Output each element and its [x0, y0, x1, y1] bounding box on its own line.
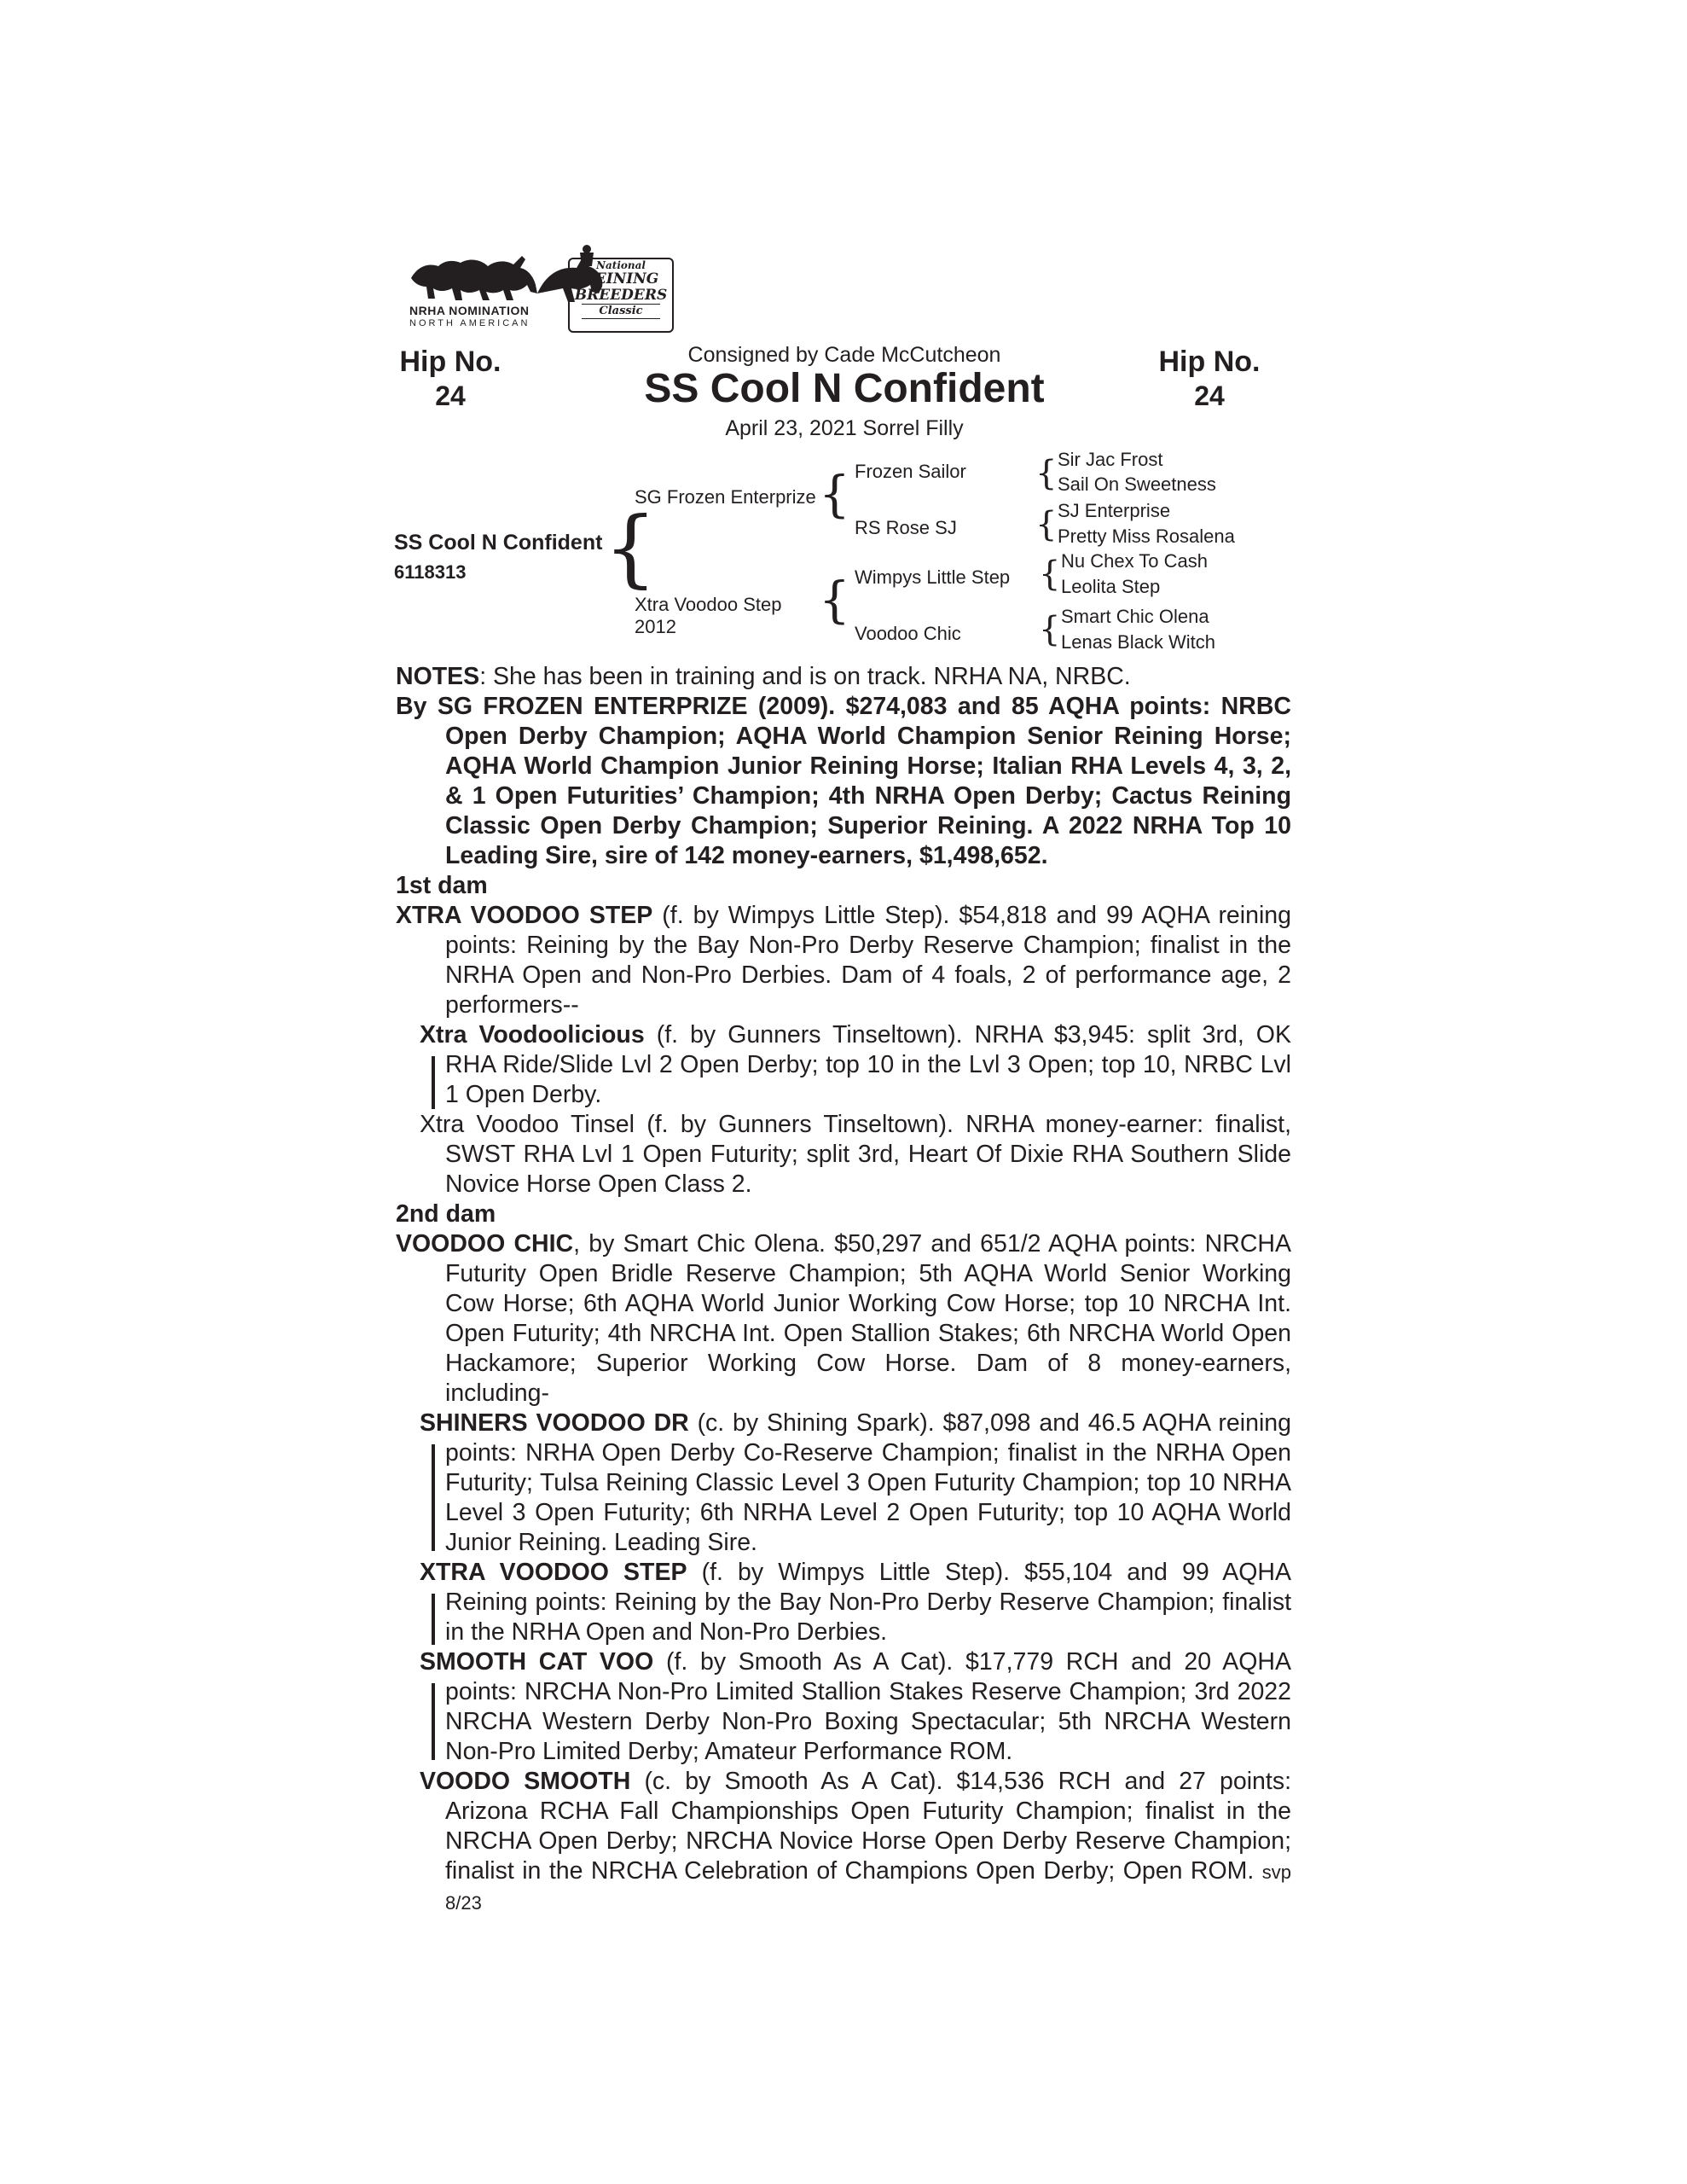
pedigree-dam-dam: Voodoo Chic	[855, 623, 961, 644]
produce-name: XTRA VOODOO STEP	[420, 1559, 687, 1586]
produce-bar	[432, 1683, 435, 1760]
produce-text: (c. by Shining Spark). $87,098 and 46.5 AQHA reining points: NRHA Open Derby Co-Reserve Champion; finalist in the NRHA Open Futurity; Tulsa Reining Classic Level 3 Open Futurity Champion; top 10 NRHA Level 3 Open Futurity; 6th NRHA Level 2 Open Futurity; top 10 AQHA World Junior Reining. Leading Sire.	[445, 1409, 1291, 1556]
produce-entry	[396, 1409, 1291, 1558]
notes	[396, 662, 1291, 692]
first-dam-text: (f. by Wimpys Little Step). $54,818 and 99 AQHA reining points: Reining by the Bay Non-Pro Derby Reserve Champion; finalist in the NRHA Open and Non-Pro Derbies. Dam of 4 foals, 2 of performance age, 2 performers--	[445, 902, 1291, 1019]
horse-name: SS Cool N Confident	[644, 366, 1045, 411]
pedigree-dd-dam: Lenas Black Witch	[1061, 631, 1215, 653]
first-dam-name: XTRA VOODOO STEP	[396, 902, 653, 929]
produce-entry	[396, 1647, 1291, 1767]
second-dam-text: , by Smart Chic Olena. $50,297 and 651/2 AQHA points: NRCHA Futurity Open Bridle Reserve Champion; 5th AQHA World Senior Working Cow Horse; 6th AQHA World Junior Working Cow Horse; top 10 NRCHA Int. Open Futurity; 4th NRCHA Int. Open Stallion Stakes; 6th NRCHA World Open Hackamore; Superior Working Cow Horse. Dam of 8 money-earners, including-	[445, 1230, 1291, 1407]
pedigree-dam-sire: Wimpys Little Step	[855, 566, 1011, 588]
consignor: Consigned by Cade McCutcheon	[687, 343, 1001, 367]
pedigree-ds-sire: Nu Chex To Cash	[1061, 550, 1209, 572]
hip-number-right	[1141, 345, 1278, 413]
produce-bar	[432, 1594, 435, 1645]
pedigree-sire-sire: Frozen Sailor	[855, 461, 966, 482]
first-dam-record	[396, 901, 1291, 1020]
pedigree-sd-dam: Pretty Miss Rosalena	[1058, 526, 1235, 547]
pedigree-brace: {	[819, 465, 850, 523]
second-dam-record	[396, 1229, 1291, 1409]
produce-name: VOODO SMOOTH	[420, 1768, 631, 1795]
hip-label-right: Hip No.	[1158, 346, 1261, 378]
produce-entry	[396, 1020, 1291, 1110]
produce-name: Xtra Voodoolicious	[420, 1021, 645, 1048]
hip-label-left: Hip No.	[399, 346, 501, 378]
notes-label: NOTES	[396, 663, 480, 690]
pedigree-brace: {	[1039, 610, 1061, 649]
nrbc-logo-line3: BREEDERS	[574, 287, 668, 304]
produce-entry	[396, 1767, 1291, 1918]
first-dam-heading: 1st dam	[396, 872, 488, 899]
pedigree-ds-dam: Leolita Step	[1061, 576, 1161, 597]
pedigree-dam-year: 2012	[635, 616, 676, 637]
birth-info: April 23, 2021 Sorrel Filly	[725, 416, 964, 440]
second-dam-heading: 2nd dam	[396, 1200, 496, 1228]
hip-number-left	[382, 345, 519, 413]
sire-record: By SG FROZEN ENTERPRIZE (2009). $274,083 and 85 AQHA points: NRBC Open Derby Champion; AQHA World Champion Senior Reining Horse; AQHA World Champion Junior Reining Horse; Italian RHA Levels 4, 3, 2, & 1 Open Futurities’ Champion; 4th NRHA Open Derby; Cactus Reining Classic Open Derby Champion; Superior Reining. A 2022 NRHA Top 10 Leading Sire, sire of 142 money-earners, $1,498,652.	[396, 693, 1291, 869]
pedigree-dam: Xtra Voodoo Step	[635, 594, 782, 615]
pedigree-brace: {	[1039, 555, 1061, 594]
pedigree-brace: {	[1035, 505, 1058, 544]
nrbc-logo-line4: Classic	[582, 304, 660, 319]
nrbc-logo-line1: National	[596, 259, 646, 271]
pedigree-ss-dam: Sail On Sweetness	[1058, 473, 1216, 495]
registration-number: 6118313	[394, 561, 467, 583]
notes-text: : She has been in training and is on track. NRHA NA, NRBC.	[479, 663, 1131, 690]
pedigree-brace: {	[819, 571, 850, 629]
pedigree-subject: SS Cool N Confident	[394, 531, 603, 555]
hip-value-right: 24	[1194, 380, 1225, 411]
pedigree-sd-sire: SJ Enterprise	[1058, 500, 1171, 521]
nrbc-logo-badge	[568, 258, 674, 333]
produce-bar	[432, 1056, 435, 1109]
produce-text: (f. by Smooth As A Cat). $17,779 RCH and 20 AQHA points: NRCHA Non-Pro Limited Stallion Stakes Reserve Champion; 3rd 2022 NRCHA Western Derby Non-Pro Boxing Spectacular; 5th NRCHA Western Non-Pro Limited Derby; Amateur Performance ROM.	[445, 1648, 1291, 1765]
second-dam-name: VOODOO CHIC	[396, 1230, 574, 1258]
pedigree-brace: {	[604, 500, 658, 597]
produce-name: SHINERS VOODOO DR	[420, 1409, 689, 1437]
nrha-logo-line1: NRHA NOMINATION	[409, 304, 530, 317]
hip-value-left: 24	[435, 380, 466, 411]
produce-entry	[396, 1110, 1291, 1199]
pedigree-sire-dam: RS Rose SJ	[855, 517, 957, 538]
nrbc-logo-line2: REINING	[583, 270, 659, 288]
produce-text: Xtra Voodoo Tinsel (f. by Gunners Tinseltown). NRHA money-earner: finalist, SWST RHA Lvl 1 Open Futurity; split 3rd, Heart Of Dixie RHA Southern Slide Novice Horse Open Class 2.	[420, 1111, 1291, 1198]
pedigree-brace: {	[1035, 454, 1058, 493]
produce-bar	[432, 1444, 435, 1551]
produce-entry	[396, 1558, 1291, 1647]
pedigree-dd-sire: Smart Chic Olena	[1061, 606, 1209, 627]
produce-text: (f. by Wimpys Little Step). $55,104 and 99 AQHA Reining points: Reining by the Bay Non-Pro Derby Reserve Champion; finalist in the NRHA Open and Non-Pro Derbies.	[445, 1559, 1291, 1646]
catalog-text	[396, 662, 1291, 1918]
pedigree-sire: SG Frozen Enterprize	[635, 486, 816, 508]
produce-name: SMOOTH CAT VOO	[420, 1648, 654, 1676]
footer-code: svp 8/23	[445, 1862, 1292, 1914]
nrha-nrbc-logo	[409, 241, 682, 336]
nrha-logo-line2: NORTH AMERICAN	[409, 318, 530, 328]
produce-text: (f. by Gunners Tinseltown). NRHA $3,945: split 3rd, OK RHA Ride/Slide Lvl 2 Open Derby; top 10 in the Lvl 3 Open; top 10, NRBC Lvl 1 Open Derby.	[445, 1021, 1291, 1108]
pedigree-ss-sire: Sir Jac Frost	[1058, 449, 1163, 470]
produce-text: (c. by Smooth As A Cat). $14,536 RCH and 27 points: Arizona RCHA Fall Championships Open Futurity Champion; finalist in the NRCHA Open Derby; NRCHA Novice Horse Open Derby Reserve Champion; finalist in the NRCHA Celebration of Champions Open Derby; Open ROM.	[445, 1768, 1291, 1885]
